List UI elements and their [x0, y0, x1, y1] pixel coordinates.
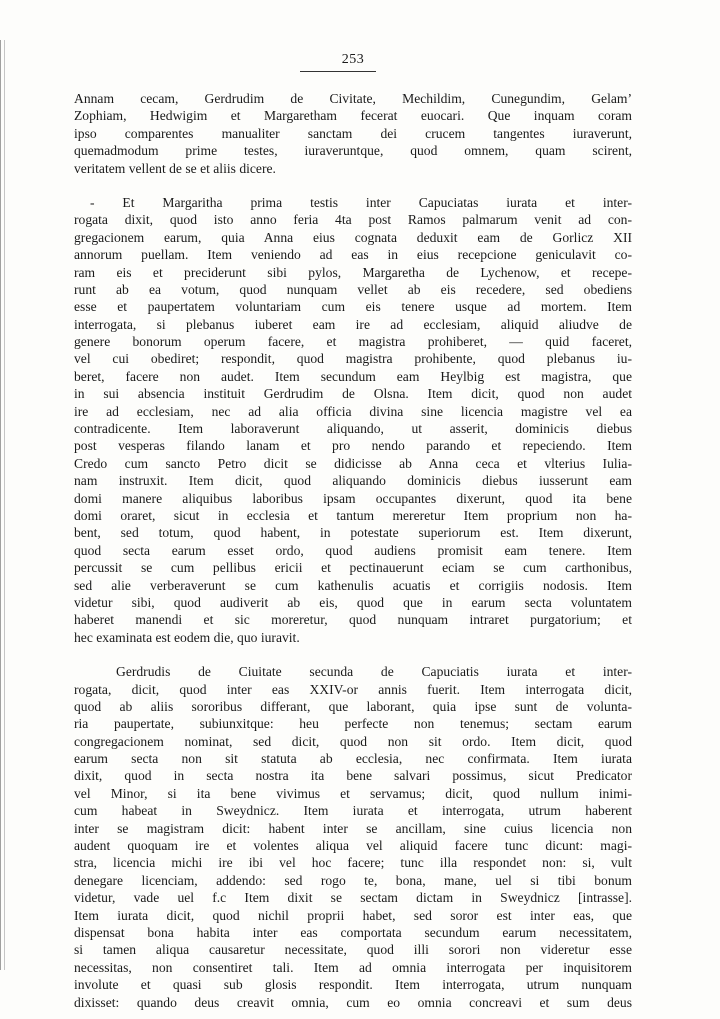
text-line: Annam cecam, Gerdrudim de Civitate, Mechildim, Cunegundim, Gelam’: [74, 91, 632, 106]
text-line: Item iurata dicit, quod nichil proprii habet, sed soror est inter eas, que: [74, 907, 632, 923]
text-line: domi oraret, sicut in ecclesia et tantum mereretur Item proprium non ha-: [74, 507, 632, 523]
text-line: vel Minor, si ita bene vivimus et servamus; dicit, quod nullum inimi-: [74, 785, 632, 801]
text-line: ram eis et preciderunt sibi pylos, Margaretha de Lychenow, et recepe-: [74, 264, 632, 280]
text-line: in sui absencia instituit Gerdrudim de Olsna. Item dicit, quod non audet: [74, 386, 632, 402]
text-line: videtur, vade uel f.c Item dixit se sectam dictam in Sweydnicz [intrasse].: [74, 890, 632, 906]
text-line: quod ab aliis sororibus differant, que laborant, quia ipse sunt de volunta-: [74, 698, 632, 714]
paragraph-gap: [74, 177, 632, 194]
text-line: inter se magistram dicit: habent inter se ancillam, sine cuius licencia non: [74, 820, 632, 836]
text-line: ire ad ecclesiam, nec ad alia officia divina sine licencia magistre vel ea: [74, 403, 632, 419]
paragraph-3: [74, 663, 632, 1011]
text-line: stra, licencia michi ire ibi vel hoc facere; tunc illa respondet non: si, vult: [74, 855, 632, 871]
text-line: denegare licenciam, addendo: sed rogo te, bona, mane, uel si tibi bonum: [74, 872, 632, 888]
text-line: - Et Margaritha prima testis inter Capuciatas iurata et inter-: [90, 194, 632, 210]
text-line: rogata dixit, quod isto anno feria 4ta post Ramos palmarum venit ad con-: [74, 212, 632, 228]
page-binding-edge: [0, 40, 5, 970]
text-line: dispensat bona habita inter eas comportata secundum earum necessitatem,: [74, 924, 632, 940]
text-line: veritatem vellent de se et aliis dicere.: [74, 160, 276, 176]
text-line: vel cui obediret; respondit, quod magistra prohibente, quod plebanus iu-: [74, 351, 632, 367]
text-line: earum secta non sit statuta ab ecclesia, nec confirmata. Item iurata: [74, 751, 632, 767]
text-line: nam instruxit. Item dicit, quod aliquando dominicis diebus iusserunt eam: [74, 473, 632, 489]
text-line: domi manere aliquibus laboribus ipsam occupantes dixerunt, quod ita bene: [74, 490, 632, 506]
page-number: 253: [341, 52, 365, 67]
text-line: post vesperas filando lanam et pro nendo parando et repeciendo. Item: [74, 438, 632, 454]
text-line: si tamen aliqua causaretur necessitate, quod illi sorori non videretur esse: [74, 942, 632, 958]
text-line: interrogata, si plebanus iuberet eam ire ad ecclesiam, aliquid aliudve de: [74, 316, 632, 332]
text-line: bent, sed totum, quod habent, in potestate superiorum est. Item dixerunt,: [74, 525, 632, 541]
text-line: runt ab ea votum, quod nunquam vellet ab eis recedere, sed obediens: [74, 281, 632, 297]
paragraph-1: [74, 90, 632, 177]
text-line: hec examinata est eodem die, quo iuravit.: [74, 629, 300, 645]
text-line: genere bonorum operum facere, et magistra prohiberet, — quid faceret,: [74, 334, 632, 350]
text-line: esse et paupertatem voluntariam cum eis tenere usque ad mortem. Item: [74, 299, 632, 315]
text-line: necessitas, non consentiret tali. Item ad omnia interrogata per inquisitorem: [74, 959, 632, 975]
text-line: involute et quasi sub glosis respondit. Item interrogata, utrum nunquam: [74, 977, 632, 993]
text-line: ria paupertate, subiunxitque: heu perfecte non tenemus; sectam earum: [74, 716, 632, 732]
text-line: Credo cum sancto Petro dicit se didicisse ab Anna ceca et vlterius Iulia-: [74, 455, 632, 471]
paragraph-2: [74, 194, 632, 646]
text-line: videtur sibi, quod audiverit ab eis, quod que in earum secta voluntatem: [74, 594, 632, 610]
text-line: Zophiam, Hedwigim et Margaretham fecerat euocari. Que inquam coram: [74, 108, 632, 124]
text-line: ipso comparentes manualiter sanctam dei crucem tangentes iuraverunt,: [74, 125, 632, 141]
page-number-rule: [300, 71, 376, 72]
text-line: sed alie verberaverunt se cum kathenulis acuatis et corrigiis nodosis. Item: [74, 577, 632, 593]
text-line: dixisset: quando deus creavit omnia, cum eo omnia concreavi et sum deus: [74, 994, 632, 1010]
text-line: quod secta earum esset ordo, quod audiens promisit eam tenere. Item: [74, 542, 632, 558]
text-line: dixit, quod in secta nostra ita bene salvari possimus, sicut Predicator: [74, 768, 632, 784]
text-line: audent quoquam ire et volentes aliqua vel aliquid facere tunc dicunt: magi-: [74, 838, 632, 854]
paragraph-gap: [74, 646, 632, 663]
body-text: [74, 90, 632, 1011]
text-line: percussit se cum pellibus ericii et pectinauerunt eciam se cum carthonibus,: [74, 560, 632, 576]
text-line: quemadmodum prime testes, iuraveruntque, quod omnem, quam scirent,: [74, 143, 632, 159]
text-line: Gerdrudis de Ciuitate secunda de Capuciatis iurata et inter-: [116, 664, 632, 680]
text-line: cum habeat in Sweydnicz. Item iurata et interrogata, utrum haberent: [74, 803, 632, 819]
text-line: haberet manendi et sic moreretur, quod nunquam intraret purgatorium; et: [74, 612, 632, 628]
text-line: rogata, dicit, quod inter eas XXIV-or annis fuerit. Item interrogata dicit,: [74, 681, 632, 697]
text-line: contradicente. Item laboraverunt aliquando, ut asserit, dominicis diebus: [74, 421, 632, 437]
text-line: annorum puellam. Item veniendo ad eas in eius recepcione geniculavit co-: [74, 247, 632, 263]
text-line: gregacionem earum, quia Anna eius cognata deduxit eam de Gorlicz XII: [74, 229, 632, 245]
text-line: congregacionem nominat, sed dicit, quod non sit ordo. Item dicit, quod: [74, 733, 632, 749]
text-line: beret, facere non audet. Item secundum eam Heylbig est magistra, que: [74, 368, 632, 384]
